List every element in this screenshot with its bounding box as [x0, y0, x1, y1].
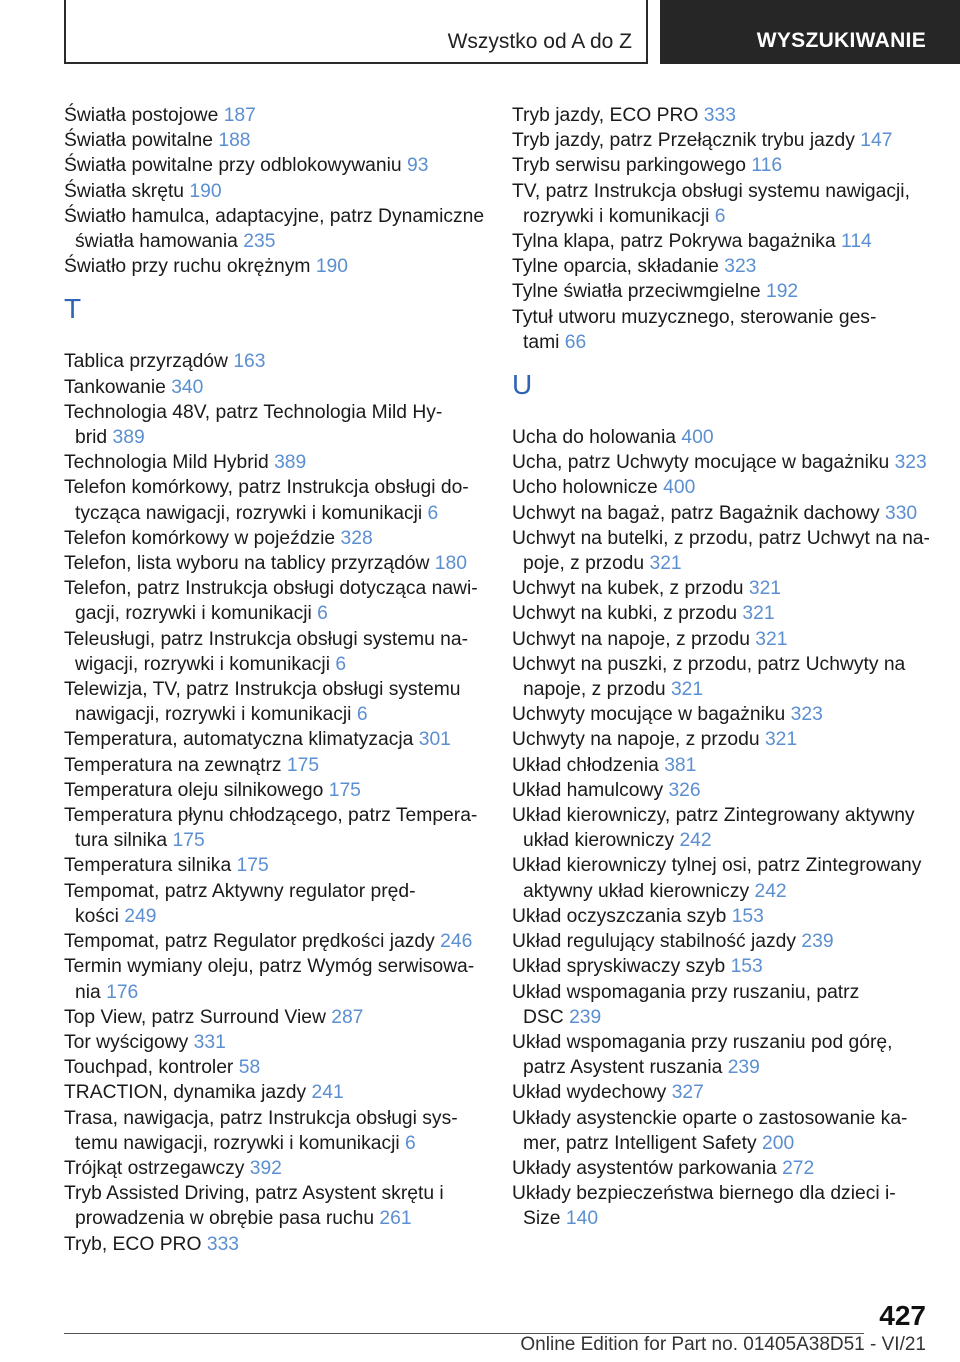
index-entry	[512, 601, 932, 626]
index-entry	[64, 576, 484, 626]
index-entry-text: Temperatura na zewnątrz	[64, 754, 287, 776]
index-entry	[64, 627, 484, 677]
index-page-link[interactable]: 287	[331, 1006, 364, 1028]
index-entry	[64, 803, 484, 853]
index-entry-text: Temperatura, automatyczna klimatyzacja	[64, 729, 419, 751]
index-entry-text: Układ regulujący stabilność jazdy	[512, 931, 802, 953]
index-entry	[64, 954, 484, 1004]
index-entry-text: Technologia 48V, patrz Technologia Mild Hy‐	[64, 401, 443, 423]
index-entry	[64, 853, 484, 878]
index-page-link[interactable]: 175	[172, 830, 205, 852]
index-entry-text: TRACTION, dynamika jazdy	[64, 1082, 312, 1104]
index-entry-text: Telefon komórkowy w pojeździe	[64, 527, 341, 549]
index-entry	[64, 753, 484, 778]
index-entry-text: Uchwyt na napoje, z przodu	[512, 628, 756, 650]
index-entry-text: mer, patrz Intelligent Safety	[523, 1132, 762, 1154]
index-entry	[64, 103, 484, 128]
index-page-link[interactable]: 327	[671, 1082, 704, 1104]
index-entry-text: Układ wspomagania przy ruszaniu, patrz	[512, 981, 860, 1003]
index-entry-text: Światła skrętu	[64, 180, 190, 202]
index-page-link[interactable]: 176	[106, 981, 139, 1003]
index-page-link[interactable]: 323	[724, 256, 757, 278]
index-page-link[interactable]: 400	[663, 477, 696, 499]
index-entry	[512, 279, 932, 304]
index-page-link[interactable]: 392	[249, 1157, 282, 1179]
index-page-link[interactable]: 114	[841, 231, 872, 253]
index-entry-text: Telefon, lista wyboru na tablicy przyrządów	[64, 553, 435, 575]
index-entry-text: Ucha do holowania	[512, 427, 682, 449]
index-page-link[interactable]: 333	[703, 105, 736, 126]
index-column-left	[64, 103, 484, 1257]
header-active-tab[interactable]	[660, 0, 960, 64]
index-page-link[interactable]: 58	[238, 1057, 261, 1079]
index-entry-text: układ kierowniczy	[523, 830, 680, 852]
index-entry-text: Uchwyt na kubek, z przodu	[512, 578, 749, 600]
index-entry-text: Uchwyt na kubki, z przodu	[512, 603, 743, 625]
index-entry	[64, 929, 484, 954]
index-entry	[512, 1080, 932, 1105]
index-entry-text: Uchwyt na bagaż, patrz Bagażnik dachowy	[512, 502, 885, 524]
index-entry	[64, 1005, 484, 1030]
index-entry	[512, 1106, 932, 1156]
index-entry	[64, 1181, 484, 1231]
index-page-link[interactable]: 140	[565, 1208, 599, 1230]
index-page-link[interactable]: 190	[189, 180, 222, 202]
index-page-link[interactable]: 242	[679, 830, 712, 852]
index-entry-text: Światło hamulca, adaptacyjne, patrz Dynamiczne	[64, 205, 485, 227]
index-entry-text: DSC	[523, 1006, 570, 1028]
index-entry-text: prowadzenia w obrębie pasa ruchu	[75, 1208, 380, 1230]
index-entry-text: Tryb jazdy, patrz Przełącznik trybu jazdy	[512, 130, 861, 152]
index-entry	[512, 1181, 932, 1231]
index-page-link[interactable]: 326	[668, 779, 701, 801]
index-entry	[64, 526, 484, 551]
index-page-link[interactable]: 116	[751, 155, 783, 177]
index-entry	[64, 677, 484, 727]
index-page-link[interactable]: 6	[335, 653, 347, 675]
index-entry	[64, 727, 484, 752]
index-page-link[interactable]: 321	[755, 628, 788, 650]
index-page-link[interactable]: 389	[274, 452, 307, 474]
index-entry-text: Światło przy ruchu okrężnym	[64, 256, 316, 278]
index-page-link[interactable]: 261	[379, 1208, 412, 1230]
index-entry-text: temu nawigacji, rozrywki i komunikacji	[75, 1132, 406, 1154]
index-entry	[512, 980, 932, 1030]
index-entry	[64, 475, 484, 525]
index-entry-text: Temperatura silnika	[64, 855, 237, 877]
index-entry-text: nawigacji, rozrywki i komunikacji	[75, 704, 357, 726]
index-page-link[interactable]: 321	[742, 603, 775, 625]
index-entry-text: Tryb Assisted Driving, patrz Asystent skrętu i	[64, 1183, 444, 1205]
index-entry	[64, 1156, 484, 1181]
index-entry-text: Technologia Mild Hybrid	[64, 452, 275, 474]
index-entry-text: Tempomat, patrz Aktywny regulator pręd‐	[64, 880, 416, 902]
index-entry-text: Telefon, patrz Instrukcja obsługi dotycząca nawi‐	[64, 578, 478, 600]
index-page-link[interactable]: 175	[286, 754, 320, 776]
index-entry-text: Układ oczyszczania szyb	[512, 905, 732, 927]
index-page-link[interactable]: 190	[315, 256, 348, 278]
index-entry-text: Ucho holownicze	[512, 477, 664, 499]
index-entry	[64, 179, 484, 204]
index-entry	[64, 1080, 484, 1105]
header-section-tab[interactable]	[64, 0, 648, 64]
index-entry-text: Temperatura oleju silnikowego	[64, 779, 329, 801]
index-page-link[interactable]: 147	[860, 130, 893, 152]
index-entry	[64, 1030, 484, 1055]
index-entry-text: gacji, rozrywki i komunikacji	[75, 603, 318, 625]
index-entry-text: tycząca nawigacji, rozrywki i komunikacji	[75, 502, 428, 524]
index-entry	[64, 204, 484, 254]
index-entry	[64, 1232, 484, 1257]
index-entry-text: kości	[75, 905, 125, 927]
index-column-right	[512, 103, 932, 1232]
index-page-link[interactable]: 239	[727, 1057, 760, 1079]
active-tab-label: WYSZUKIWANIE	[756, 29, 926, 52]
index-page-link[interactable]: 301	[418, 729, 451, 751]
index-entry	[512, 702, 932, 727]
index-entry	[64, 778, 484, 803]
index-page-link[interactable]: 381	[664, 754, 697, 776]
index-entry	[512, 179, 932, 229]
index-entry-text: Układ spryskiwaczy szyb	[512, 956, 731, 978]
index-entry	[64, 349, 484, 374]
index-page-link[interactable]: 6	[317, 603, 328, 625]
index-entry-text: Size	[523, 1208, 566, 1230]
index-page-link[interactable]: 246	[440, 931, 473, 953]
index-entry-text: Układy asystenckie oparte o zastosowanie ka‐	[512, 1107, 908, 1129]
index-page-link[interactable]: 330	[884, 502, 918, 524]
index-entry-text: Tablica przyrządów	[64, 351, 234, 373]
index-entry	[512, 450, 932, 475]
index-entry-text: Światła powitalne	[64, 130, 219, 152]
index-page-link[interactable]: 93	[406, 155, 429, 177]
index-page-link[interactable]: 239	[801, 931, 834, 953]
index-entry	[64, 1055, 484, 1080]
index-page-link[interactable]: 242	[754, 880, 787, 902]
index-page-link[interactable]: 321	[748, 578, 782, 600]
index-page-link[interactable]: 66	[564, 331, 587, 353]
index-entry-text: Uchwyt na puszki, z przodu, patrz Uchwyty na	[512, 653, 906, 675]
index-entry	[512, 229, 932, 254]
index-page-link[interactable]: 188	[218, 130, 251, 152]
index-page-link[interactable]: 153	[730, 956, 763, 978]
index-entry-text: wigacji, rozrywki i komunikacji	[75, 653, 336, 675]
index-entry	[512, 1156, 932, 1181]
index-page-link[interactable]: 192	[765, 281, 799, 303]
index-entry-text: Układy asystentów parkowania	[512, 1157, 783, 1179]
index-entry	[512, 627, 932, 652]
index-page-link[interactable]: 249	[124, 905, 157, 927]
index-entry	[512, 425, 932, 450]
index-page-link[interactable]: 321	[764, 729, 798, 751]
index-entry-text: tami	[523, 331, 565, 353]
index-page-link[interactable]: 272	[782, 1157, 815, 1179]
index-page-link[interactable]: 153	[731, 905, 764, 927]
index-page-link[interactable]: 6	[427, 502, 439, 524]
index-entry	[512, 526, 932, 576]
index-entry-text: Teleusługi, patrz Instrukcja obsługi systemu na‐	[64, 628, 469, 650]
index-entry-text: Układ kierowniczy, patrz Zintegrowany aktywny	[512, 805, 915, 827]
index-entry-text: Tor wyścigowy	[64, 1031, 194, 1053]
index-entry-text: Tylne światła przeciwmgielne	[512, 281, 766, 303]
index-entry-text: Telewizja, TV, patrz Instrukcja obsługi systemu	[64, 679, 461, 701]
index-entry	[512, 128, 932, 153]
index-page-link[interactable]: 6	[356, 704, 368, 726]
index-entry-text: rozrywki i komunikacji	[523, 205, 715, 227]
index-section-letter: U	[512, 369, 533, 401]
index-entry-text: Tylne oparcia, składanie	[512, 256, 725, 278]
index-page-link[interactable]: 340	[171, 376, 204, 398]
index-page-link[interactable]: 333	[206, 1233, 240, 1255]
index-entry-text: brid	[75, 427, 113, 449]
index-page-link[interactable]: 175	[328, 779, 361, 801]
section-tab-label: Wszystko od A do Z	[447, 30, 632, 53]
index-entry	[64, 551, 484, 576]
index-entry-text: Top View, patrz Surround View	[64, 1006, 332, 1028]
index-entry	[512, 501, 932, 526]
index-entry-text: Termin wymiany oleju, patrz Wymóg serwisowa‐	[64, 956, 475, 978]
index-entry-text: Trójkąt ostrzegawczy	[64, 1157, 250, 1179]
index-entry	[512, 103, 932, 128]
index-page-link[interactable]: 180	[434, 553, 467, 575]
index-entry	[64, 128, 484, 153]
index-entry-text: Tempomat, patrz Regulator prędkości jazdy	[64, 931, 441, 953]
index-page-link[interactable]: 163	[233, 351, 266, 373]
index-page-link[interactable]: 321	[670, 679, 704, 701]
index-page-link[interactable]: 187	[223, 105, 256, 126]
index-entry-text: Układ wydechowy	[512, 1082, 672, 1104]
index-entry	[64, 375, 484, 400]
index-page-link[interactable]: 6	[405, 1132, 416, 1154]
footer-edition: Online Edition for Part no. 01405A38D51 - VI/21	[520, 1334, 926, 1355]
index-entry	[512, 305, 932, 355]
index-entry-text: Tylna klapa, patrz Pokrywa bagażnika	[512, 231, 842, 253]
index-entry-text: Tryb, ECO PRO	[64, 1233, 207, 1255]
index-page-link[interactable]: 400	[681, 427, 714, 449]
index-entry-text: Tryb serwisu parkingowego	[512, 155, 752, 177]
index-entry-text: Układ wspomagania przy ruszaniu pod górę,	[512, 1031, 893, 1053]
index-entry	[64, 400, 484, 450]
index-page-link[interactable]: 200	[762, 1132, 795, 1154]
index-entry	[512, 803, 932, 853]
index-entry-text: Układ hamulcowy	[512, 779, 669, 801]
index-entry-text: Układ chłodzenia	[512, 754, 665, 776]
index-entry	[512, 853, 932, 903]
index-entry	[512, 652, 932, 702]
index-entry	[512, 1030, 932, 1080]
index-entry-text: nia	[75, 981, 107, 1003]
index-entry-text: tura silnika	[75, 830, 173, 852]
index-entry	[512, 153, 932, 178]
index-entry	[64, 153, 484, 178]
page-number: 427	[879, 1300, 926, 1331]
index-entry-text: Trasa, nawigacja, patrz Instrukcja obsługi sys‐	[64, 1107, 458, 1129]
index-page-link[interactable]: 321	[649, 553, 682, 575]
index-entry	[512, 954, 932, 979]
index-entry-text: aktywny układ kierowniczy	[523, 880, 755, 902]
index-entry-text: Uchwyty na napoje, z przodu	[512, 729, 765, 751]
index-entry	[512, 254, 932, 279]
index-entry-text: Układy bezpieczeństwa biernego dla dzieci i-	[512, 1183, 896, 1205]
index-page-link[interactable]: 328	[340, 527, 373, 549]
index-entry-text: Tytuł utworu muzycznego, sterowanie ges‐	[512, 306, 877, 328]
index-entry	[512, 475, 932, 500]
index-entry-text: Światła powitalne przy odblokowywaniu	[64, 155, 407, 177]
index-entry	[512, 576, 932, 601]
index-page-link[interactable]: 323	[894, 452, 927, 474]
index-page-link[interactable]: 239	[569, 1006, 602, 1028]
index-entry	[512, 929, 932, 954]
index-entry	[64, 879, 484, 929]
index-page-link[interactable]: 331	[193, 1031, 226, 1053]
index-entry-text: Ucha, patrz Uchwyty mocujące w bagażniku	[512, 452, 895, 474]
index-entry	[64, 254, 484, 279]
index-entry	[512, 904, 932, 929]
index-entry-text: patrz Asystent ruszania	[523, 1057, 728, 1079]
index-entry	[512, 778, 932, 803]
index-entry-text: Telefon komórkowy, patrz Instrukcja obsługi do‐	[64, 477, 469, 499]
index-page-link[interactable]: 323	[790, 704, 823, 726]
index-entry-text: Uchwyty mocujące w bagażniku	[512, 704, 791, 726]
index-page-link[interactable]: 241	[311, 1082, 344, 1104]
index-page-link[interactable]: 389	[112, 427, 145, 449]
index-entry-text: napoje, z przodu	[523, 679, 671, 701]
index-entry	[64, 1106, 484, 1156]
index-entry-text: światła hamowania	[75, 231, 244, 253]
index-entry-text: Tryb jazdy, ECO PRO	[512, 105, 704, 126]
index-entry-text: Tankowanie	[64, 376, 172, 398]
index-entry-text: Układ kierowniczy tylnej osi, patrz Zintegrowany	[512, 855, 922, 877]
index-page-link[interactable]: 6	[714, 205, 726, 227]
index-page-link[interactable]: 175	[236, 855, 269, 877]
index-section-letter: T	[64, 293, 82, 325]
index-entry-text: Światła postojowe	[64, 105, 224, 126]
index-entry	[512, 753, 932, 778]
index-entry-text: poje, z przodu	[523, 553, 650, 575]
index-entry	[64, 450, 484, 475]
index-entry-text: Uchwyt na butelki, z przodu, patrz Uchwyt na na‐	[512, 527, 930, 549]
index-entry-text: Touchpad, kontroler	[64, 1057, 239, 1079]
index-page-link[interactable]: 235	[243, 231, 276, 253]
index-entry-text: Temperatura płynu chłodzącego, patrz Tempera‐	[64, 805, 478, 827]
index-entry-text: TV, patrz Instrukcja obsługi systemu nawigacji,	[512, 180, 910, 202]
index-entry	[512, 727, 932, 752]
